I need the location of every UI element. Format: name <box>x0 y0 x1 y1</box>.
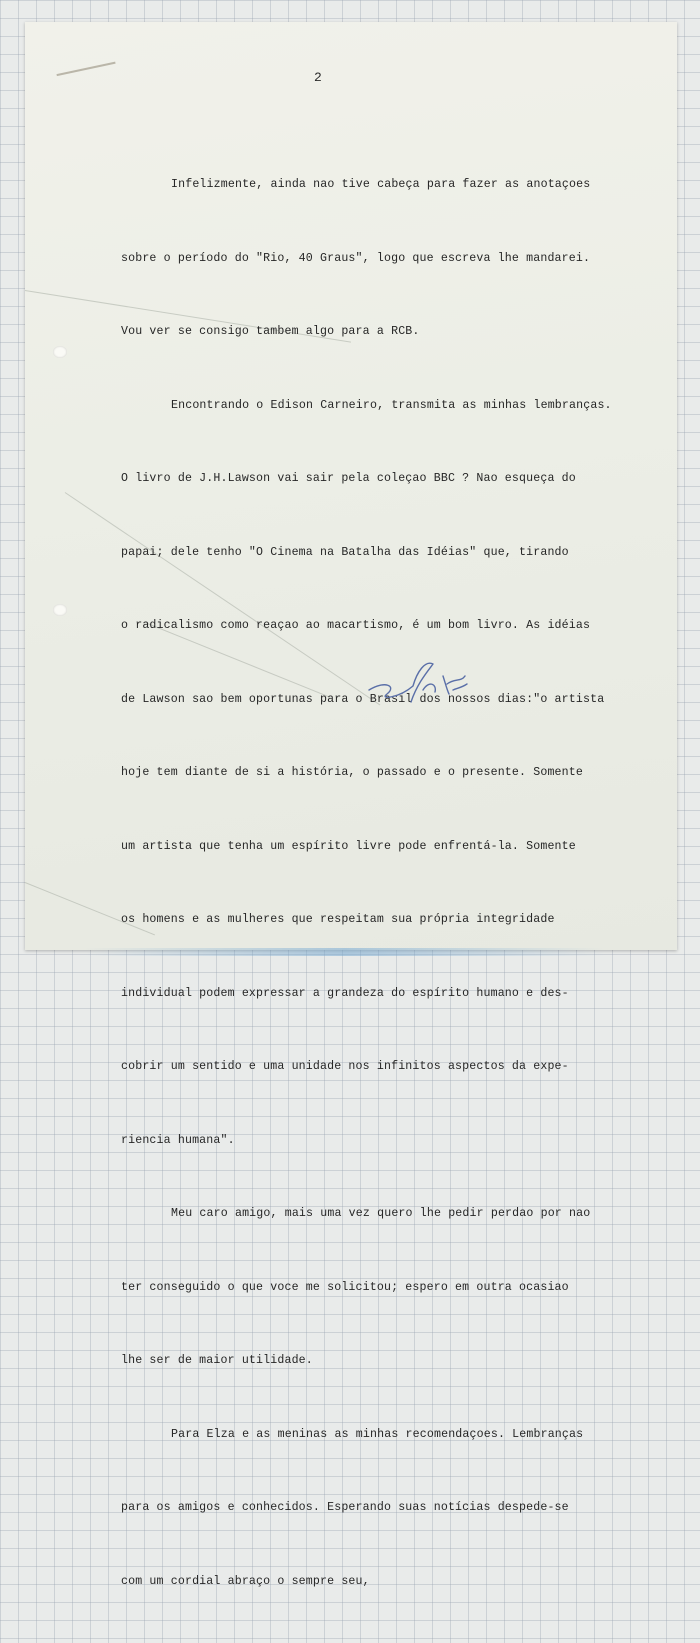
text-line: Vou ver se consigo tambem algo para a RCB. <box>121 325 420 338</box>
text-line: os homens e as mulheres que respeitam sua própria integridade <box>121 913 555 926</box>
text-line: o radicalismo como reaçao ao macartismo, é um bom livro. As idéias <box>121 619 591 632</box>
text-line: ter conseguido o que voce me solicitou; espero em outra ocasiao <box>121 1280 569 1294</box>
text-line: cobrir um sentido e uma unidade nos infinitos aspectos da expe- <box>121 1060 569 1073</box>
text-line: com um cordial abraço o sempre seu, <box>121 1574 370 1588</box>
text-line: O livro de J.H.Lawson vai sair pela coleçao BBC ? Nao esqueça do <box>121 472 576 485</box>
text-line: de Lawson sao bem oportunas para o Brasil dos nossos dias:"o artista <box>121 692 605 706</box>
text-line: sobre o período do "Rio, 40 Graus", logo que escreva lhe mandarei. <box>121 251 591 265</box>
text-line: Para Elza e as meninas as minhas recomendaçoes. Lembranças <box>171 1427 584 1441</box>
text-line: riencia humana". <box>121 1133 235 1147</box>
text-line: lhe ser de maior utilidade. <box>121 1354 313 1367</box>
punch-hole <box>53 346 67 358</box>
letter-body <box>121 124 661 1643</box>
text-line: um artista que tenha um espírito livre pode enfrentá-la. Somente <box>121 839 576 853</box>
punch-hole <box>53 604 67 616</box>
text-line: para os amigos e conhecidos. Esperando suas notícias despede-se <box>121 1501 569 1514</box>
text-line: Infelizmente, ainda nao tive cabeça para fazer as anotaçoes <box>171 178 591 191</box>
text-line: papai; dele tenho "O Cinema na Batalha das Idéias" que, tirando <box>121 545 569 559</box>
handwritten-signature <box>357 650 477 712</box>
page-number: 2 <box>314 70 322 85</box>
text-line: Encontrando o Edison Carneiro, transmita as minhas lembranças. <box>171 398 612 412</box>
torn-corner <box>54 52 115 76</box>
letter-sheet <box>25 22 677 1588</box>
text-line: individual podem expressar a grandeza do espírito humano e des- <box>121 986 569 1000</box>
text-line: hoje tem diante de si a história, o passado e o presente. Somente <box>121 766 583 779</box>
text-line: Meu caro amigo, mais uma vez quero lhe pedir perdao por nao <box>171 1207 591 1220</box>
